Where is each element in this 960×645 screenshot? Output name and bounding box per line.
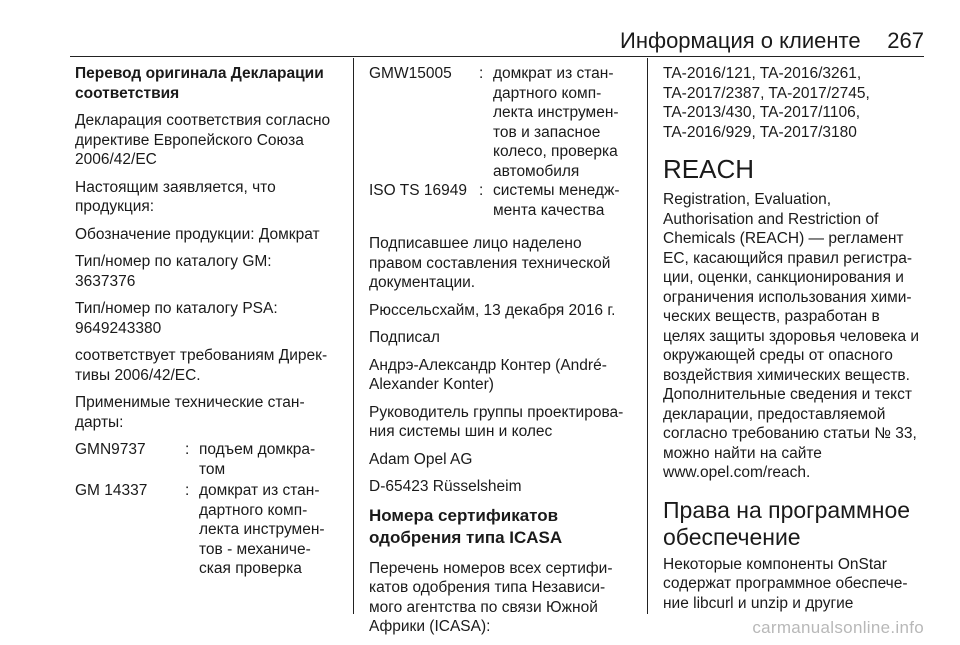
standard-row: GM 14337 : домкрат из стан- дартного комп- лекта инструмен- тов - механиче- ская проверка xyxy=(75,481,347,579)
gm-part-number: Тип/номер по каталогу GM: 3637376 xyxy=(75,253,272,290)
icasa-heading: Номера сертификатов одобрения типа ICASA xyxy=(369,505,563,547)
icasa-text: Перечень номеров всех сертифи- катов одобрения типа Независи- мого агентства по связи Южной Африки (ICASA): xyxy=(369,559,613,635)
company-name: Adam Opel AG xyxy=(369,450,473,468)
standard-description: подъем домкра- том xyxy=(199,441,316,478)
signatory-role: Руководитель группы проектирова- ния системы шин и колес xyxy=(369,403,624,440)
ta-numbers: TA-2016/121, TA-2016/3261, TA-2017/2387, TA-2017/2745, TA-2013/430, TA-2017/1106, TA-2016/929, TA-2017/3180 xyxy=(663,65,870,141)
reach-heading: REACH xyxy=(663,154,755,184)
signed-by-label: Подписал xyxy=(369,329,440,346)
signatory-name: Андрэ-Александр Контер (André- Alexander Konter) xyxy=(369,356,607,393)
standard-code: GM 14337 xyxy=(75,482,148,499)
column-1 xyxy=(75,64,347,579)
declares-text: Настоящим заявляется, что продукция: xyxy=(75,178,276,215)
header-rule xyxy=(70,56,924,57)
page-number: 267 xyxy=(887,28,924,53)
watermark: carmanualsonline.info xyxy=(752,618,924,637)
page-title: Информация о клиенте xyxy=(620,28,861,53)
standard-row: ISO TS 16949 : системы менедж- мента качества xyxy=(369,181,641,220)
declaration-heading: Перевод оригинала Декларации соответствия xyxy=(75,65,324,102)
product-designation: Обозначение продукции: Домкрат xyxy=(75,225,320,243)
standard-code: GMN9737 xyxy=(75,441,146,458)
standard-description: системы менедж- мента качества xyxy=(493,182,620,219)
declaration-intro: Декларация соответствия согласно директиве Европейского Союза 2006/42/EC xyxy=(75,112,331,168)
standards-intro: Применимые технические стан- дарты: xyxy=(75,394,305,431)
standard-description: домкрат из стан- дартного комп- лекта инструмен- тов - механиче- ская проверка xyxy=(199,482,325,577)
signee-text: Подписавшее лицо наделено правом составления технической документации. xyxy=(369,235,611,291)
column-3 xyxy=(663,64,935,621)
software-text: Некоторые компоненты OnStar содержат программное обеспече- ние libcurl и unzip и другие xyxy=(663,555,908,612)
company-address: D-65423 Rüsselsheim xyxy=(369,478,522,495)
column-divider-2 xyxy=(647,58,648,614)
place-date: Рюссельсхайм, 13 декабря 2016 г. xyxy=(369,301,616,319)
standard-row: GMW15005 : домкрат из стан- дартного комп- лекта инструмен- тов и запасное колесо, проверка автомобиля xyxy=(369,64,641,181)
software-heading: Права на программное обеспечение xyxy=(663,496,911,550)
standard-code: ISO TS 16949 xyxy=(369,182,467,199)
column-2 xyxy=(369,64,641,645)
psa-part-number: Тип/номер по каталогу PSA: 9649243380 xyxy=(75,300,278,337)
reach-text: Registration, Evaluation, Authorisation and Restriction of Chemicals (REACH) — регламент ЕС, касающийся правил регистра- ции, оценки, санкционирования и ограничения использования хими- ческих веществ, разработан в целях защиты здоровья человека и окружающей среды от опасного воздействия химических веществ. Дополнительные сведения и текст декларации, предоставляемой согласно требованию статьи № 33, можно найти на сайте www.opel.com/reach. xyxy=(663,191,920,481)
complies-text: соответствует требованиям Дирек- тивы 2006/42/EC. xyxy=(75,347,328,384)
column-divider-1 xyxy=(353,58,354,614)
standard-row: GMN9737 : подъем домкра- том xyxy=(75,440,347,479)
standard-code: GMW15005 xyxy=(369,65,452,82)
standard-description: домкрат из стан- дартного комп- лекта инструмен- тов и запасное колесо, проверка автомобиля xyxy=(493,65,619,180)
